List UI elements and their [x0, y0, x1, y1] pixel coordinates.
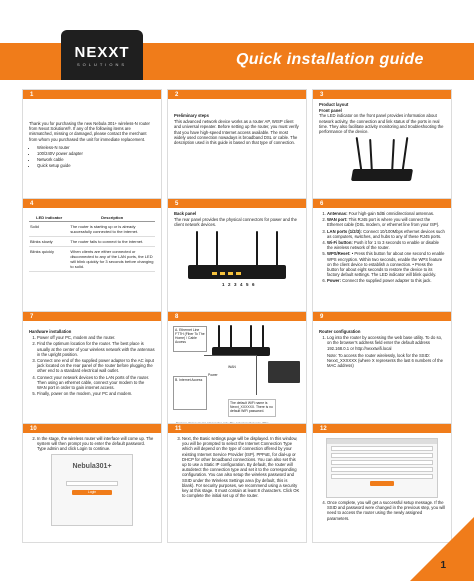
panel-number: 2 [175, 91, 179, 98]
list-item: 4. Wi-Fi button: Push it for 1 to 3 seconds to enable or disable the wireless network of the router. [327, 240, 445, 250]
brand-name: NEXXT [74, 43, 130, 61]
table-cell: The router is starting up or is already successfully connected to the internet. [69, 222, 155, 237]
port-description-list [319, 211, 445, 284]
login-button: Login [72, 490, 112, 495]
wan-label: WAN [228, 365, 236, 369]
list-item: 5. WPS/Reset: • Press this button for about one second to enable WPS encryption. Within two seconds, enable the WPS feature on the client device to establish a connection. • Press the button for about eight seconds to restore the device to its factory default settings. The LED indicator will blink quickly. [327, 251, 445, 277]
panel-number: 6 [320, 200, 324, 207]
list-item: • Network cable [37, 157, 155, 162]
panel-number: 4 [30, 200, 34, 207]
panel-number: 9 [320, 313, 324, 320]
list-item: 3. Connect one end of the supplied power adapter to the AC input jack located on the rear panel of the router before plugging the other end to a standard electrical wall outlet. [37, 358, 155, 374]
section-heading: Back panel [174, 211, 197, 216]
section-subheading: Front panel [319, 108, 342, 114]
section-text: The LED indicator on the front panel provides information about network activity, the connection and link status of the ports in real time. They also facilitate activity monitoring and troubleshooting the performance of the device. [319, 113, 444, 135]
table-cell: Blinks quickly [29, 247, 69, 272]
panel-7 [22, 311, 162, 431]
panel-10 [22, 423, 162, 543]
installation-steps [29, 335, 155, 396]
list-item: 1. Power off your PC, modem and the router. [37, 335, 155, 340]
section-text: This advanced network device works as a router AP, WISP client and universal repeater. Before setting up the router, you must verify that you have high-speed Internet access available. The most widely used connection nowadays is broadband DSL or cable. The description used in this guide is based on that type of connection. [174, 119, 299, 146]
list-item: 3. LAN ports (1/2/3): Connect 10/100Mbps ethernet devices such as computers, switches, and hubs to any of these RJ45 ports. [327, 229, 445, 239]
package-list [29, 145, 155, 169]
brand-subtitle: SOLUTIONS [76, 61, 128, 67]
table-header: LED indicator [29, 214, 69, 222]
panel-2 [167, 89, 307, 209]
section-heading: Hardware installation [29, 329, 72, 334]
panel-number: 3 [320, 91, 324, 98]
list-item: 4. Connect your network devices to the LAN ports of the router. Then using an ethernet cable, connect your modem to the WAN port in order to gain internet access. [37, 375, 155, 391]
list-item: • Quick setup guide [37, 163, 155, 168]
panel-3 [312, 89, 452, 209]
table-row [29, 237, 155, 247]
panel-number: 11 [175, 425, 182, 432]
wifi-note: The default WiFi name is Nexxt_XXXXXX. There is no default WiFi password. [228, 399, 276, 417]
settings-screen-image [326, 438, 438, 498]
section-heading: Router configuration [319, 329, 361, 334]
list-item: 2. Find the optimum location for the router. The best place is usually at the center of your wireless network with the antennas in the upright position. [37, 341, 155, 357]
panel-1 [22, 89, 162, 209]
table-row [29, 222, 155, 237]
section-heading: Preliminary steps [174, 113, 209, 118]
configuration-steps [29, 436, 155, 452]
list-item: • Wireless-N router [37, 145, 155, 150]
router-image [210, 325, 270, 363]
panel-number: 5 [175, 200, 179, 207]
table-cell: When clients are either connected or disconnected to any of the LAN ports, the LED will blink quickly for 3 seconds before changing to solid. [69, 247, 155, 272]
panel-number: 1 [30, 91, 34, 98]
table-header: Description [69, 214, 155, 222]
port-labels: 123456 [221, 281, 259, 287]
list-item: 2. WAN port: This RJ45 port is where you will connect the Ethernet cable (DSL modem, or ethernet line from your ISP). [327, 217, 445, 227]
page-number: 1 [440, 560, 446, 571]
router-back-image [182, 231, 292, 293]
panel-9 [312, 311, 452, 431]
configuration-steps [319, 335, 445, 351]
section-text: The rear panel provides the physical connectors for power and the client network devices. [174, 217, 297, 228]
page-header [0, 0, 474, 80]
panel-number: 8 [175, 313, 179, 320]
power-label: Power [208, 373, 218, 377]
corner-decoration [410, 517, 474, 581]
table-cell: The router fails to connect to the internet. [69, 237, 155, 247]
internet-access-box: B. Internet Access [173, 376, 207, 410]
list-item: 2. In the stage, the wireless router will interface will come up. The system will then prompt you to enter the default password. Type admin and click Login to continue. [37, 436, 155, 452]
ethernet-box: A. Ethernet Line FTTH (Fiber To The Home) / Cable Access [173, 326, 207, 352]
connection-diagram [168, 321, 306, 431]
configuration-steps [174, 436, 300, 498]
table-cell: Solid [29, 222, 69, 237]
led-table [29, 214, 155, 272]
list-item: 3. Next, the Basic settings page will be displayed. In this window, you will be prompted to select the Internet Connection Type which will depend on the type of connection offered by your existing Internet Service Provider (ISP). PPPoE, for dial-up or DHCP for other broadband connections. You can also set this up to use a Static IP configuration. By default, the router will autodetect the connection type and set it to the corresponding configuration. You can also setup the wireless password and SSID under the Wireless Settings area (by default, this is blank). For security purposes, we recommend using a security key at this stage. It must contain at least 8 characters. Click OK to complete the initial set up of the router. [182, 436, 300, 498]
panel-8 [167, 311, 307, 431]
list-item: 5. Finally, power on the modem, your PC and modem. [37, 391, 155, 396]
panel-5 [167, 198, 307, 318]
list-item: 4. Once complete, you will get a successful setup message. If the SSID and password were changed in the previous step, you will need to access the router using the newly assigned parameters. [327, 500, 445, 521]
panel-number: 7 [30, 313, 34, 320]
router-front-image [342, 137, 422, 185]
page-title: Quick installation guide [236, 51, 424, 68]
table-cell: Blinks slowly [29, 237, 69, 247]
intro-text: Thank you for purchasing the new Nebula 301+ wireless-N router from Nexxt Solutions®. If any of the following items are mismatched, missing or damaged, please contact the merchant from whom you purchased the unit for immediate replacement. [29, 121, 150, 142]
panel-number: 10 [30, 425, 37, 432]
panel-6 [312, 198, 452, 318]
screen-brand: Nebula301+ [72, 462, 112, 470]
panel-number: 12 [320, 425, 327, 432]
list-item: 6. Power: Connect the supplied power adapter to this jack. [327, 278, 445, 283]
brand-logo [61, 30, 143, 80]
login-screen-image [51, 454, 133, 526]
panel-4 [22, 198, 162, 318]
panel-11 [167, 423, 307, 543]
password-field [66, 481, 118, 486]
section-heading: Product layout [319, 102, 349, 107]
ssid-note: Note: To access the router wirelessly, look for the SSID: Nexxt_XXXXXX (where X represents the last 6 numbers of the MAC address) [327, 352, 443, 369]
page-footer [0, 556, 474, 581]
laptop-icon [268, 361, 300, 383]
table-row [29, 247, 155, 272]
list-item: • 100/240V power adapter [37, 151, 155, 156]
list-item: 1. Antennas: Four high-gain 5dBi omnidirectional antennas. [327, 211, 445, 216]
list-item: 1. Log into the router by accessing the web base utility. To do so, on the browser's address field enter the default address 192.168.0.1 or http://nexxtwifi.local [327, 335, 445, 351]
